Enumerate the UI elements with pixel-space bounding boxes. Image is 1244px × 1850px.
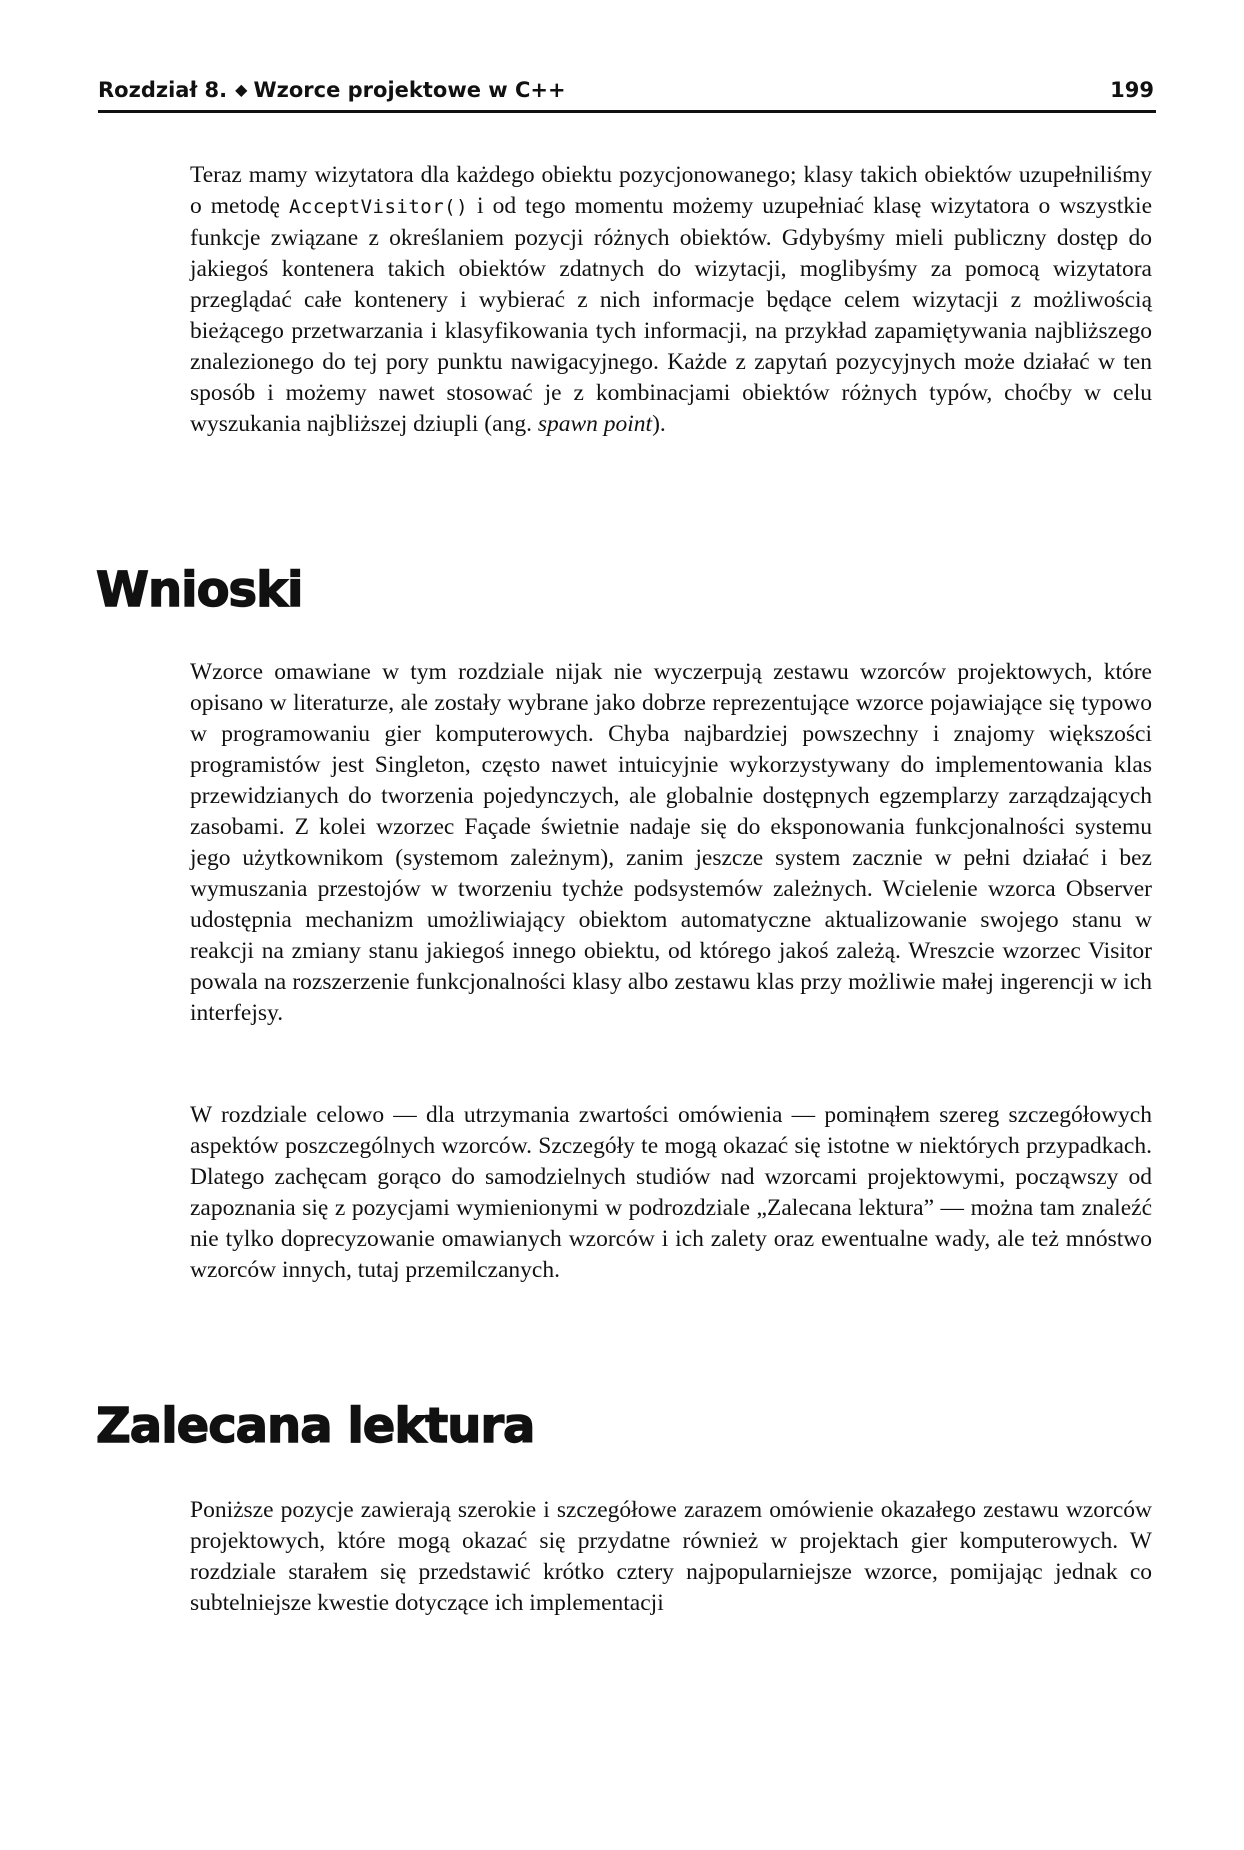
paragraph-text: i od tego momentu możemy uzupełniać klasę wizytatora o wszystkie funkcje związane z określaniem pozycji różnych obiektów. Gdybyśmy mieli publiczny dostęp do jakiegoś kontenera takich obiektów zdatnych do wizytacji, moglibyśmy za pomocą wizytatora przeglądać całe kontenery i wybierać z nich informacje będące celem wizytacji z możliwością bieżącego przetwarzania i klasyfikowania tych informacji, na przykład zapamiętywania najbliższego znalezionego do tej pory punktu nawigacyjnego. Każde z zapytań pozycyjnych może działać w ten sposób i możemy nawet stosować je z kombinacjami obiektów różnych typów, choćby w celu wyszukania najbliższej dziupli (ang.: [190, 193, 1152, 437]
paragraph-text: ).: [652, 411, 666, 437]
diamond-separator-icon: ◆: [235, 80, 248, 99]
section-heading-conclusions: Wnioski: [96, 562, 303, 618]
page-number: 199: [1110, 78, 1154, 102]
paragraph-visitor-summary: [190, 160, 1152, 440]
italic-term: spawn point: [537, 411, 653, 437]
chapter-label: [98, 78, 566, 104]
paragraph-recommended-reading: Poniższe pozycje zawierają szerokie i szczegółowe zarazem omówienie okazałego zestawu wzorców projektowych, które mogą okazać się przydatne również w projektach gier komputerowych. W rozdziale starałem się przedstawić krótko cztery najpopularniejsze wzorce, pomijając jednak co subtelniejsze kwestie dotyczące ich implementacji: [190, 1497, 1152, 1616]
chapter-title: Wzorce projektowe w C++: [253, 78, 566, 102]
inline-code: AcceptVisitor(): [288, 196, 469, 218]
running-header: [98, 76, 1156, 113]
paragraph-conclusions-2: W rozdziale celowo — dla utrzymania zwartości omówienia — pominąłem szereg szczegółowych aspektów poszczególnych wzorców. Szczegóły te mogą okazać się istotne w niektórych przypadkach. Dlatego zachęcam gorąco do samodzielnych studiów nad wzorcami projektowymi, począwszy od zapoznania się z pozycjami wymienionymi w podrozdziale „Zalecana lektura” — można tam znaleźć nie tylko doprecyzowanie omawianych wzorców i ich zalety oraz ewentualne wady, ale też mnóstwo wzorców innych, tutaj przemilczanych.: [190, 1102, 1152, 1283]
paragraph-text: Teraz mamy wizytatora dla każdego obiektu pozycjonowanego; klasy takich obiektów uzupełniliśmy o metodę: [190, 162, 1152, 219]
chapter-number: Rozdział 8.: [98, 78, 228, 102]
paragraph-conclusions-1: Wzorce omawiane w tym rozdziale nijak nie wyczerpują zestawu wzorców projektowych, które opisano w literaturze, ale zostały wybrane jako dobrze reprezentujące wzorce pojawiające się typowo w programowaniu gier komputerowych. Chyba najbardziej powszechny i znajomy większości programistów jest Singleton, często nawet intuicyjnie wykorzystywany do implementowania klas przewidzianych do tworzenia pojedynczych, ale globalnie dostępnych egzemplarzy zarządzających zasobami. Z kolei wzorzec Façade świetnie nadaje się do eksponowania funkcjonalności systemu jego użytkownikom (systemom zależnym), zanim jeszcze system zacznie w pełni działać i bez wymuszania przestojów w tworzeniu tychże podsystemów zależnych. Wcielenie wzorca Observer udostępnia mechanizm umożliwiający obiektom automatyczne aktualizowanie swojego stanu w reakcji na zmiany stanu jakiegoś innego obiektu, od którego jakoś zależą. Wreszcie wzorzec Visitor powala na rozszerzenie funkcjonalności klasy albo zestawu klas przy możliwie małej ingerencji w ich interfejsy.: [190, 659, 1152, 1026]
section-heading-recommended-reading: Zalecana lektura: [96, 1398, 535, 1454]
